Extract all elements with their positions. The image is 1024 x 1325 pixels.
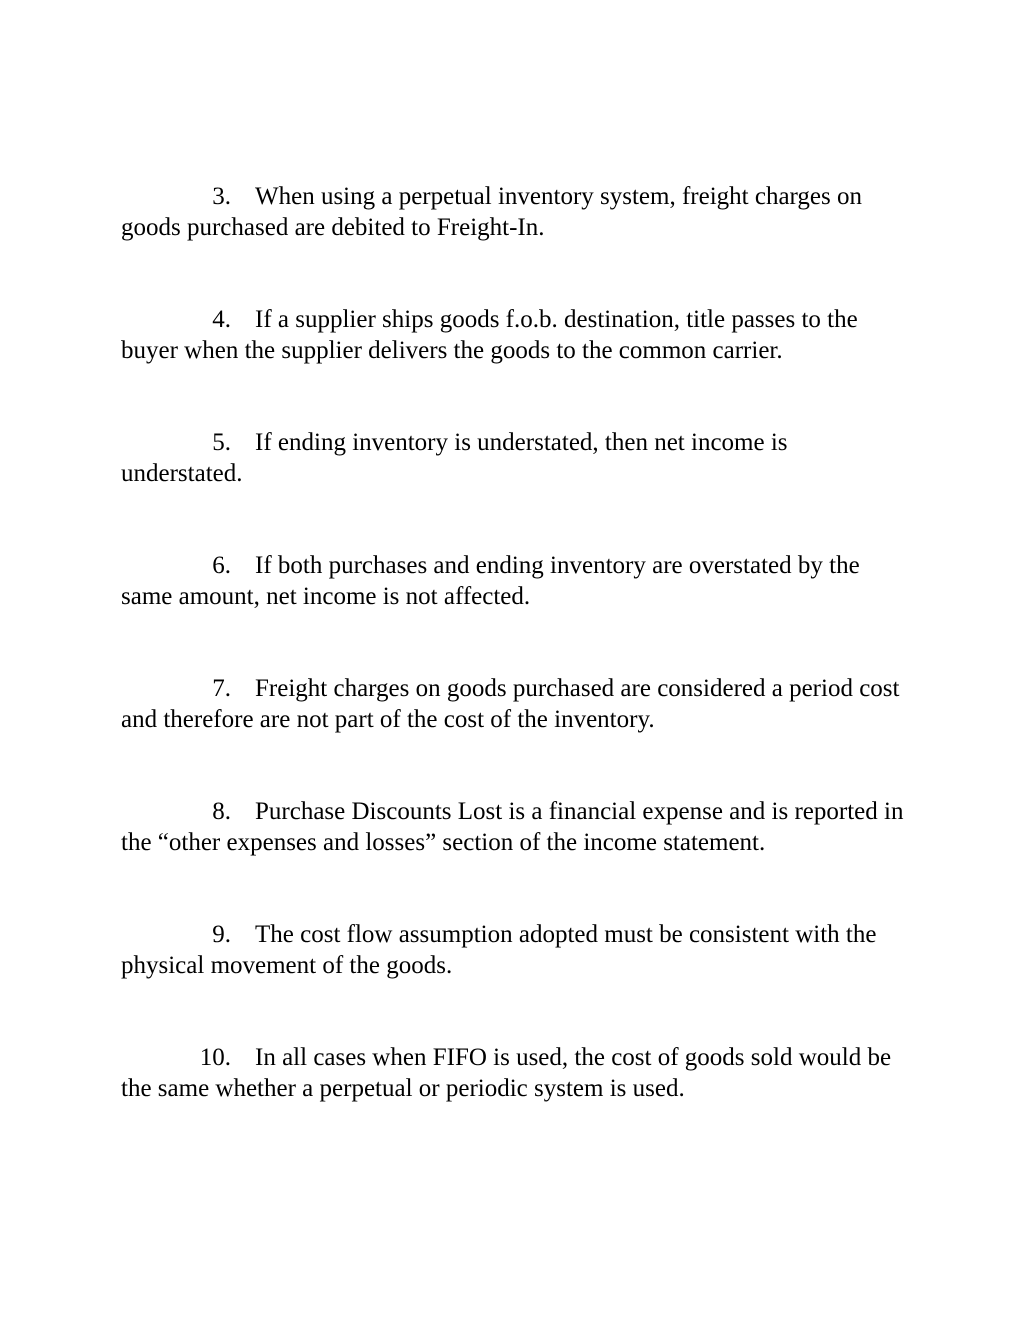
statement-text: Freight charges on goods purchased are considered a period cost and therefore are not part of the cost of the inventory.: [121, 675, 900, 733]
statement-text: When using a perpetual inventory system, freight charges on goods purchased are debited to Freight-In.: [121, 183, 863, 241]
statement-number: 6.: [212, 552, 231, 579]
statement-number: 3.: [212, 183, 231, 210]
true-false-statement-list: [121, 181, 911, 1165]
statement-text: If a supplier ships goods f.o.b. destination, title passes to the buyer when the supplier delivers the goods to the common carrier.: [121, 306, 858, 364]
statement-number: 8.: [212, 798, 231, 825]
statement-number: 4.: [212, 306, 231, 333]
statement-item: [121, 919, 911, 981]
statement-number: 5.: [212, 429, 231, 456]
statement-item: [121, 304, 911, 366]
statement-text: If both purchases and ending inventory are overstated by the same amount, net income is not affected.: [121, 552, 860, 610]
statement-text: If ending inventory is understated, then net income is understated.: [121, 429, 788, 487]
statement-item: [121, 1042, 911, 1104]
statement-item: [121, 673, 911, 735]
statement-item: [121, 181, 911, 243]
statement-item: [121, 550, 911, 612]
statement-text: In all cases when FIFO is used, the cost of goods sold would be the same whether a perpetual or periodic system is used.: [121, 1044, 892, 1102]
statement-number: 9.: [212, 921, 231, 948]
statement-text: Purchase Discounts Lost is a financial expense and is reported in the “other expenses and losses” section of the income statement.: [121, 798, 904, 856]
statement-item: [121, 796, 911, 858]
statement-text: The cost flow assumption adopted must be consistent with the physical movement of the goods.: [121, 921, 877, 979]
statement-item: [121, 427, 911, 489]
statement-number: 10.: [199, 1044, 231, 1071]
statement-number: 7.: [212, 675, 231, 702]
